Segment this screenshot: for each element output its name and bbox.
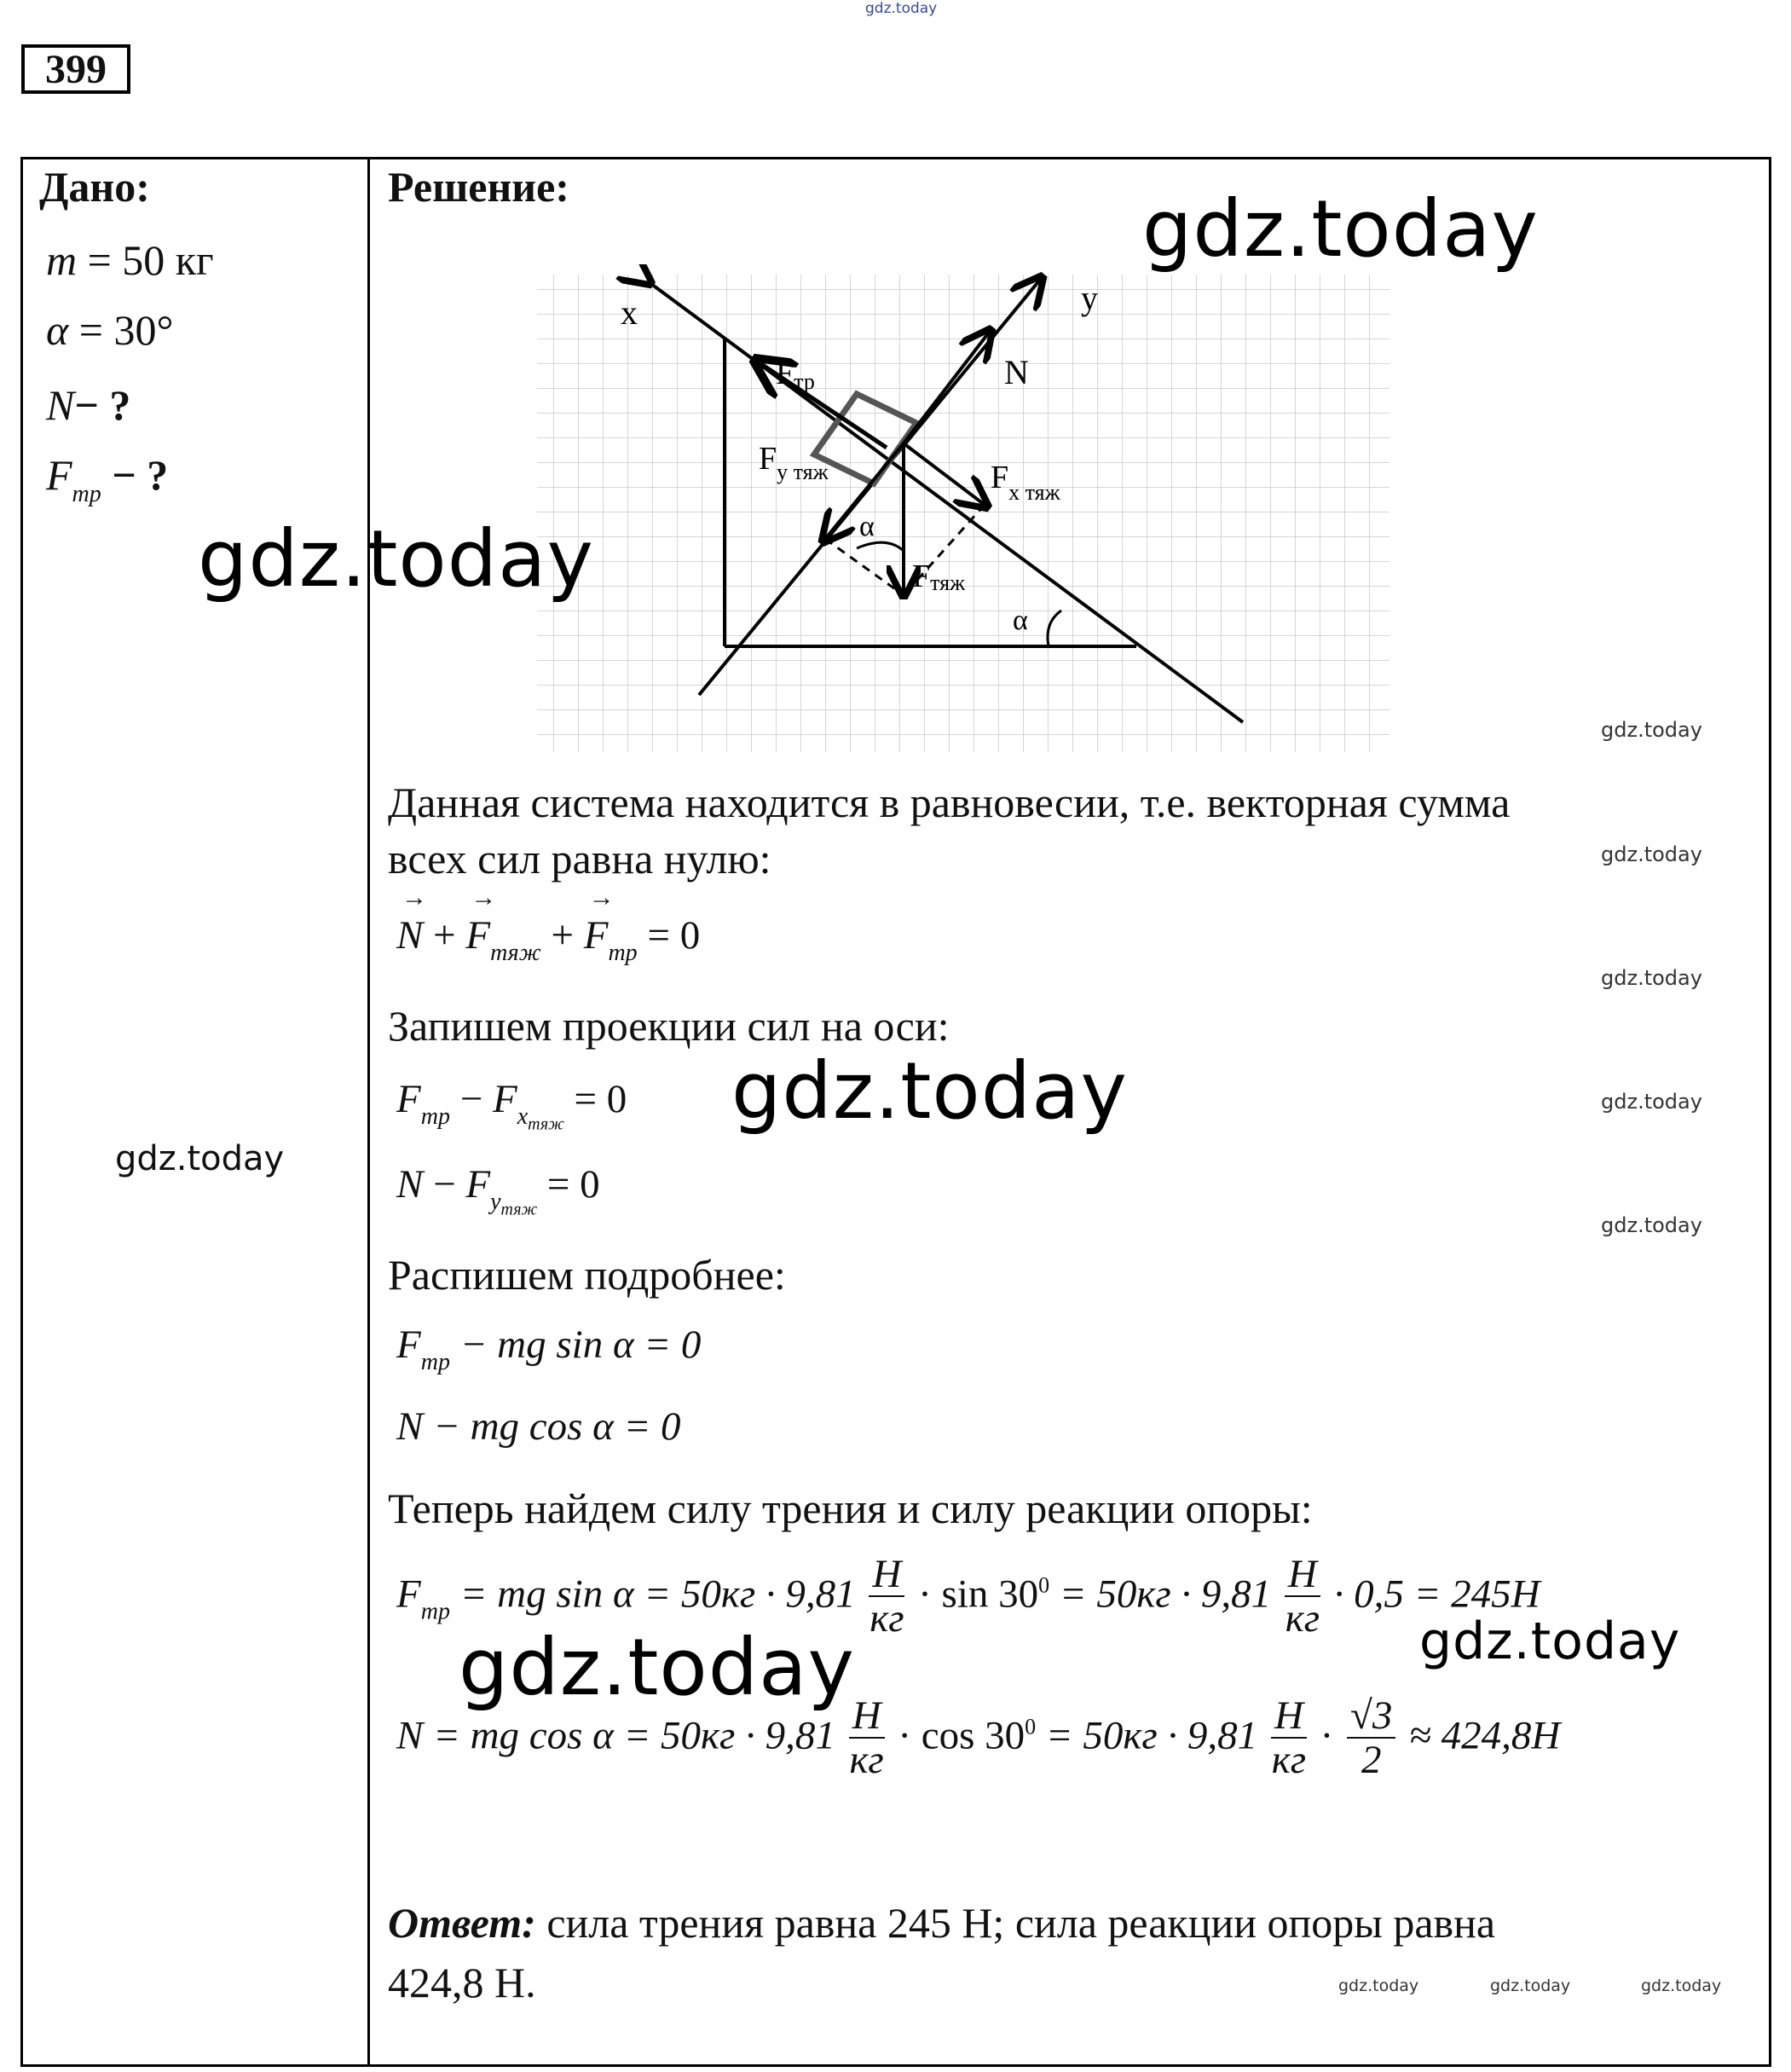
formula-normal-eq: N − mg cos α = 0 (396, 1404, 681, 1449)
fraction-n-kg-2: $\frac{Н}{кг}$ (1285, 1552, 1320, 1641)
given-find-ftr: $F_{тр}$ − ? (46, 451, 169, 507)
text-equilibrium-1: Данная система находится в равновесии, т.е. векторная сумма (388, 778, 1511, 826)
fraction-sqrt3-2: $\frac{√3}{2}$ (1347, 1695, 1395, 1783)
given-heading: Дано: (39, 163, 150, 211)
watermark-small-5: gdz.today (1601, 1213, 1702, 1237)
formula-vector-sum: → N + → $F_{тяж}$ + → $F_{тр} = 0$ (396, 912, 700, 967)
formula-friction-eq: $F_{тр}$ − mg sin α = 0 (396, 1322, 702, 1375)
watermark-small-3: gdz.today (1601, 966, 1702, 990)
given-find-n: N− ? (46, 381, 131, 429)
fraction-n-kg-1: $\frac{Н}{кг}$ (870, 1552, 904, 1641)
formula-proj-y: $N - F_{y_{тяж}} = 0$ (396, 1162, 600, 1219)
label-fy: $F_{y тяж}$ (759, 441, 829, 484)
watermark-small-2: gdz.today (1601, 842, 1702, 866)
fraction-n-kg-3: $\frac{Н}{кг}$ (849, 1693, 884, 1783)
fraction-n-kg-4: $\frac{Н}{кг}$ (1271, 1693, 1307, 1783)
watermark-top: gdz.today (865, 0, 938, 17)
watermark-small-1: gdz.today (1601, 718, 1702, 742)
watermark-big-3: gdz.today (731, 1045, 1128, 1137)
label-ftr: Fтр (776, 356, 815, 394)
label-y: y (1081, 279, 1098, 317)
watermark-big-1: gdz.today (1142, 183, 1539, 275)
column-divider (367, 157, 370, 2067)
watermark-tiny-1: gdz.today (1338, 1977, 1419, 1995)
text-projections: Запишем проекции сил на оси: (388, 1002, 950, 1050)
force-diagram (529, 264, 1415, 759)
text-detail: Распишем подробнее: (388, 1251, 786, 1299)
watermark-big-4: gdz.today (459, 1622, 855, 1713)
label-alpha-2: α (1013, 605, 1028, 636)
watermark-big-2: gdz.today (198, 513, 594, 605)
watermark-left: gdz.today (115, 1139, 285, 1178)
label-fx: $F_{x тяж}$ (991, 460, 1060, 505)
problem-number: 399 (21, 44, 130, 94)
formula-normal-calc: N = mg cos α = 50кг · 9,81 $\frac{Н}{кг}$ · $\cos 30^0 = 50кг \cdot 9,81$ $\frac{Н}{кг}$ · $\frac{√3}{2}$ ≈ 424,8Н (396, 1693, 1561, 1783)
label-fg: Fтяж (912, 559, 966, 595)
label-x: x (621, 293, 638, 332)
watermark-small-4: gdz.today (1601, 1090, 1702, 1114)
formula-proj-x: $F_{тр} - F_{x_{тяж}} = 0$ (396, 1077, 627, 1134)
given-mass: m = 50 кг (46, 236, 214, 284)
answer: Ответ: сила трения равна 245 Н; сила реакции опоры равна 424,8 Н. (388, 1899, 1496, 2006)
label-n: N (1004, 353, 1029, 391)
watermark-tiny-2: gdz.today (1490, 1977, 1571, 1995)
text-equilibrium-2: всех сил равна нулю: (388, 835, 771, 883)
watermark-tiny-3: gdz.today (1641, 1977, 1722, 1995)
given-angle: α = 30° (46, 306, 174, 354)
solution-heading: Решение: (388, 163, 569, 211)
text-find: Теперь найдем силу трения и силу реакции опоры: (388, 1485, 1313, 1532)
label-alpha-1: α (859, 511, 875, 542)
watermark-med-1: gdz.today (1419, 1612, 1681, 1671)
formula-friction-calc: $F_{тр}$ = mg sin α = 50кг · 9,81 $\frac{Н}{кг}$ · $\sin 30^0 = 50кг \cdot 9,81$ $\frac{Н}{кг}$ · 0,5 = 245Н (396, 1552, 1540, 1641)
